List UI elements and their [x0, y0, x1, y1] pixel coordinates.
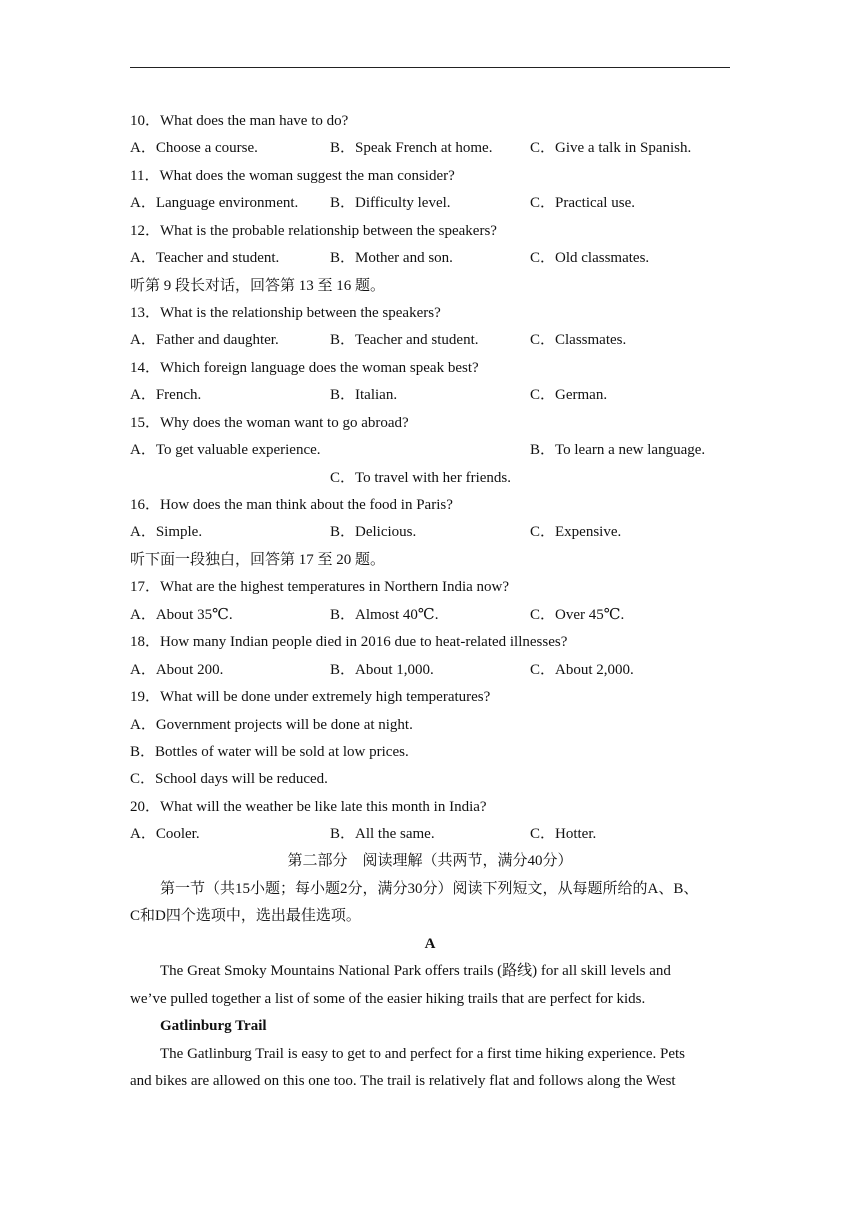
option-c: C．About 2,000.: [530, 662, 634, 678]
option-b: B．Italian.: [330, 387, 398, 403]
option-a: A．Simple.: [130, 524, 203, 540]
paragraph-2-line-1: The Gatlinburg Trail is easy to get to and perfect for a first time hiking experience. Pets: [160, 1046, 686, 1062]
option-a: A．Language environment.: [130, 195, 299, 211]
passage-label: A: [424, 936, 436, 952]
options-17: [130, 604, 730, 626]
option-a: A．To get valuable experience.: [130, 442, 321, 458]
options-18: [130, 659, 730, 681]
question-12: 12．What is the probable relationship between the speakers?: [130, 223, 497, 239]
question-11: 11．What does the woman suggest the man consider?: [130, 168, 455, 184]
options-10: [130, 137, 730, 159]
question-10: 10．What does the man have to do?: [130, 113, 349, 129]
option-b: B．Teacher and student.: [330, 332, 479, 348]
option-b: B．Almost 40℃.: [330, 607, 439, 623]
paragraph-2-line-2: and bikes are allowed on this one too. The trail is relatively flat and follows along the West: [130, 1073, 676, 1089]
question-19: 19．What will be done under extremely high temperatures?: [130, 689, 491, 705]
section-one-instructions: 第一节（共15小题；每小题2分，满分30分）阅读下列短文，从每题所给的A、B、: [160, 881, 699, 897]
option-c: C．Over 45℃.: [530, 607, 625, 623]
option-c: C．Hotter.: [530, 826, 597, 842]
option-b: B．Speak French at home.: [330, 140, 493, 156]
option-a: A．Choose a course.: [130, 140, 258, 156]
heading-gatlinburg-trail: Gatlinburg Trail: [160, 1018, 267, 1034]
options-11: [130, 192, 730, 214]
option-a: A．About 35℃.: [130, 607, 233, 623]
options-13: [130, 329, 730, 351]
option-b: B．All the same.: [330, 826, 435, 842]
option-b: B．Mother and son.: [330, 250, 453, 266]
paragraph-1-line-2: we’ve pulled together a list of some of the easier hiking trails that are perfect for kids.: [130, 991, 646, 1007]
option-a: A．French.: [130, 387, 202, 403]
part-two-title: 第二部分 阅读理解（共两节，满分40分）: [287, 853, 573, 869]
paragraph-1-line-1: The Great Smoky Mountains National Park offers trails (路线) for all skill levels and: [160, 963, 671, 979]
option-b: B．Difficulty level.: [330, 195, 451, 211]
option-c: C．Practical use.: [530, 195, 635, 211]
header-rule: [130, 67, 730, 68]
options-16: [130, 521, 730, 543]
option-a: A．Father and daughter.: [130, 332, 279, 348]
question-14: 14．Which foreign language does the woman speak best?: [130, 360, 479, 376]
question-13: 13．What is the relationship between the speakers?: [130, 305, 441, 321]
question-15: 15．Why does the woman want to go abroad?: [130, 415, 409, 431]
option-c: C．Give a talk in Spanish.: [530, 140, 692, 156]
option-19-c: C．School days will be reduced.: [130, 771, 328, 787]
option-a: A．Cooler.: [130, 826, 200, 842]
options-15-row2: [130, 467, 730, 489]
option-a: A．About 200.: [130, 662, 224, 678]
option-c: C．Expensive.: [530, 524, 622, 540]
options-14: [130, 384, 730, 406]
option-19-a: A．Government projects will be done at night.: [130, 717, 413, 733]
question-20: 20．What will the weather be like late this month in India?: [130, 799, 487, 815]
option-b: B．To learn a new language.: [530, 442, 706, 458]
question-17: 17．What are the highest temperatures in Northern India now?: [130, 579, 510, 595]
section-intro-9: 听第 9 段长对话，回答第 13 至 16 题。: [130, 278, 386, 294]
question-16: 16．How does the man think about the food in Paris?: [130, 497, 453, 513]
options-12: [130, 247, 730, 269]
option-19-b: B．Bottles of water will be sold at low prices.: [130, 744, 409, 760]
options-15-row1: [130, 439, 730, 461]
question-18: 18．How many Indian people died in 2016 due to heat-related illnesses?: [130, 634, 568, 650]
option-b: B．About 1,000.: [330, 662, 434, 678]
option-c: C．To travel with her friends.: [330, 470, 511, 486]
option-c: C．German.: [530, 387, 608, 403]
options-20: [130, 823, 730, 845]
option-c: C．Classmates.: [530, 332, 627, 348]
option-c: C．Old classmates.: [530, 250, 650, 266]
option-b: B．Delicious.: [330, 524, 417, 540]
section-one-instructions-cont: C和D四个选项中，选出最佳选项。: [130, 908, 361, 924]
section-intro-10: 听下面一段独白，回答第 17 至 20 题。: [130, 552, 386, 568]
option-a: A．Teacher and student.: [130, 250, 280, 266]
